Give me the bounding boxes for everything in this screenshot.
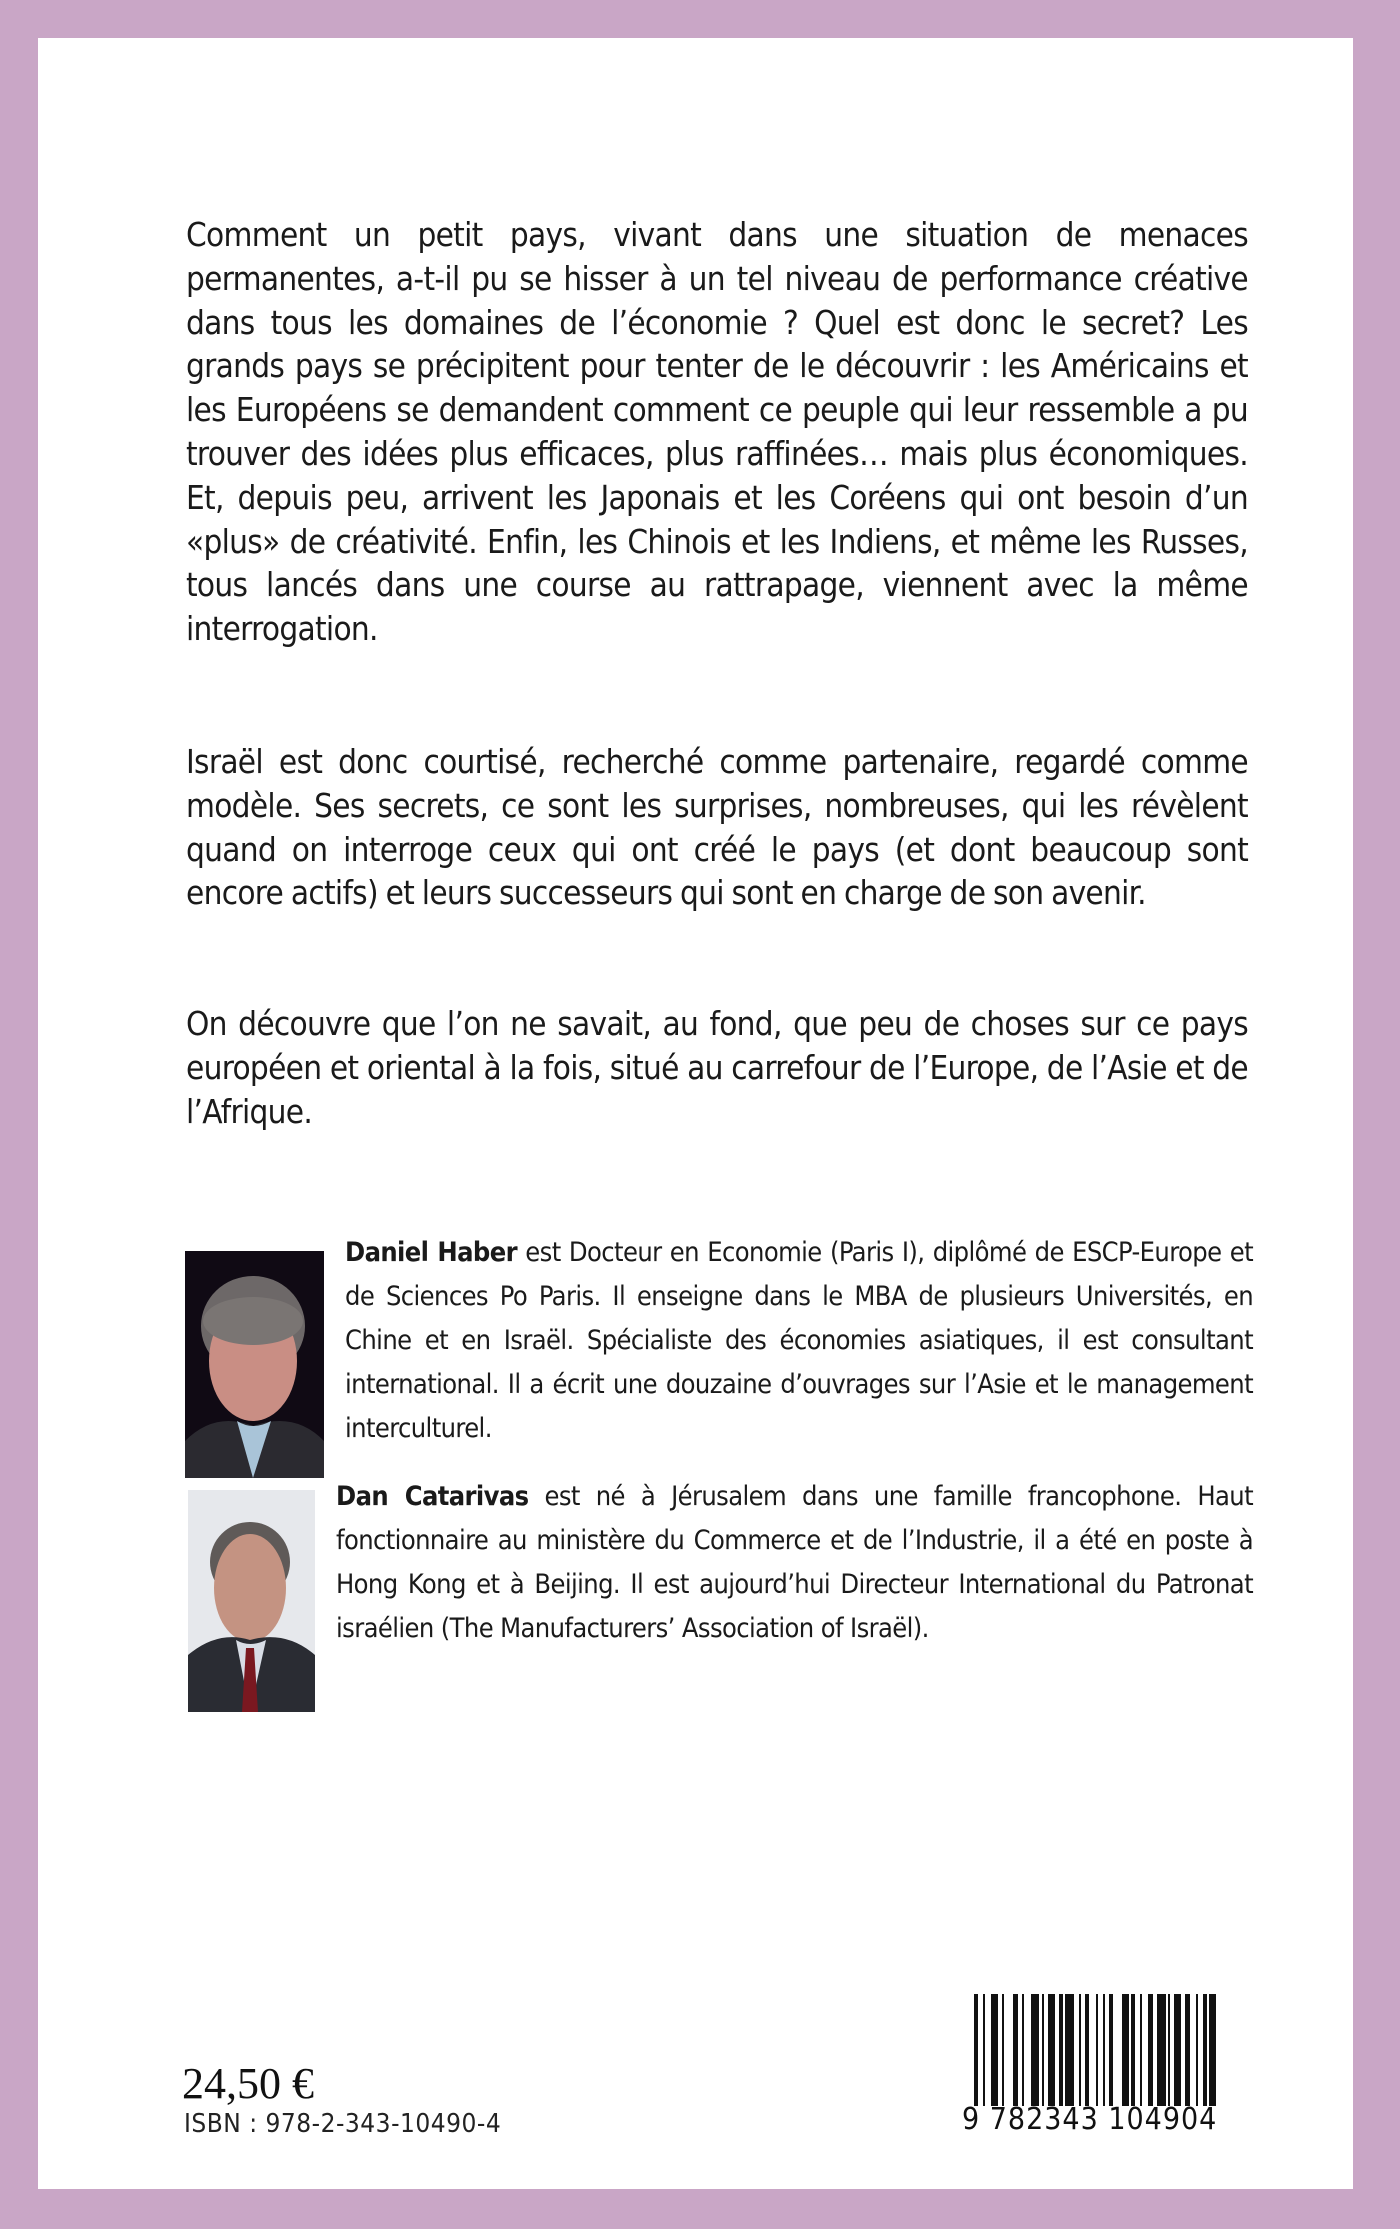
barcode-bars bbox=[974, 1994, 1220, 2106]
blurb-paragraph-2: Israël est donc courtisé, recherché comme partenaire, regardé comme modèle. Ses secrets, ce sont les surprises, nombreuses, qui les révèlent quand on interroge ceux qui ont créé le pays (et dont beaucoup sont encore actifs) et leurs successeurs qui sont en charge de son avenir. bbox=[186, 742, 1248, 913]
author-photo-daniel-haber bbox=[185, 1251, 324, 1478]
barcode-digits: 9 782343 104904 bbox=[962, 2102, 1218, 2137]
author-name: Daniel Haber bbox=[345, 1237, 517, 1268]
blurb-paragraph-3: On découvre que l’on ne savait, au fond, que peu de choses sur ce pays européen et oriental à la fois, situé au carrefour de l’Europe, de l’Asie et de l’Afrique. bbox=[186, 1004, 1248, 1131]
author-bio-daniel-haber: Daniel Haber est Docteur en Economie (Paris I), diplômé de ESCP-Europe et de Sciences Po Paris. Il enseigne dans le MBA de plusieurs Universités, en Chine et en Israël. Spécialiste des économies asiatiques, il est consultant international. Il a écrit une douzaine d’ouvrages sur l’Asie et le management interculturel. bbox=[345, 1237, 1253, 1444]
blurb-paragraph-1: Comment un petit pays, vivant dans une situation de menaces permanentes, a-t-il pu se hisser à un tel niveau de performance créative dans tous les domaines de l’économie ? Quel est donc le secret? Les grands pays se précipitent pour tenter de le découvrir : les Américains et les Européens se demandent comment ce peuple qui leur ressemble a pu trouver des idées plus efficaces, plus raffinées… mais plus économiques. Et, depuis peu, arrivent les Japonais et les Coréens qui ont besoin d’un «plus» de créativité. Enfin, les Chinois et les Indiens, et même les Russes, tous lancés dans une course au rattrapage, viennent avec la même interrogation. bbox=[186, 215, 1248, 649]
isbn: ISBN : 978-2-343-10490-4 bbox=[184, 2109, 502, 2139]
author-name: Dan Catarivas bbox=[336, 1481, 529, 1512]
barcode bbox=[962, 1994, 1220, 2144]
back-cover-page bbox=[38, 38, 1353, 2189]
price: 24,50 € bbox=[182, 2059, 314, 2108]
author-photo-dan-catarivas bbox=[188, 1490, 315, 1712]
author-bio-dan-catarivas: Dan Catarivas est né à Jérusalem dans une famille francophone. Haut fonctionnaire au ministère du Commerce et de l’Industrie, il a été en poste à Hong Kong et à Beijing. Il est aujourd’hui Directeur International du Patronat israélien (The Manufacturers’ Association of Israël). bbox=[336, 1481, 1253, 1644]
